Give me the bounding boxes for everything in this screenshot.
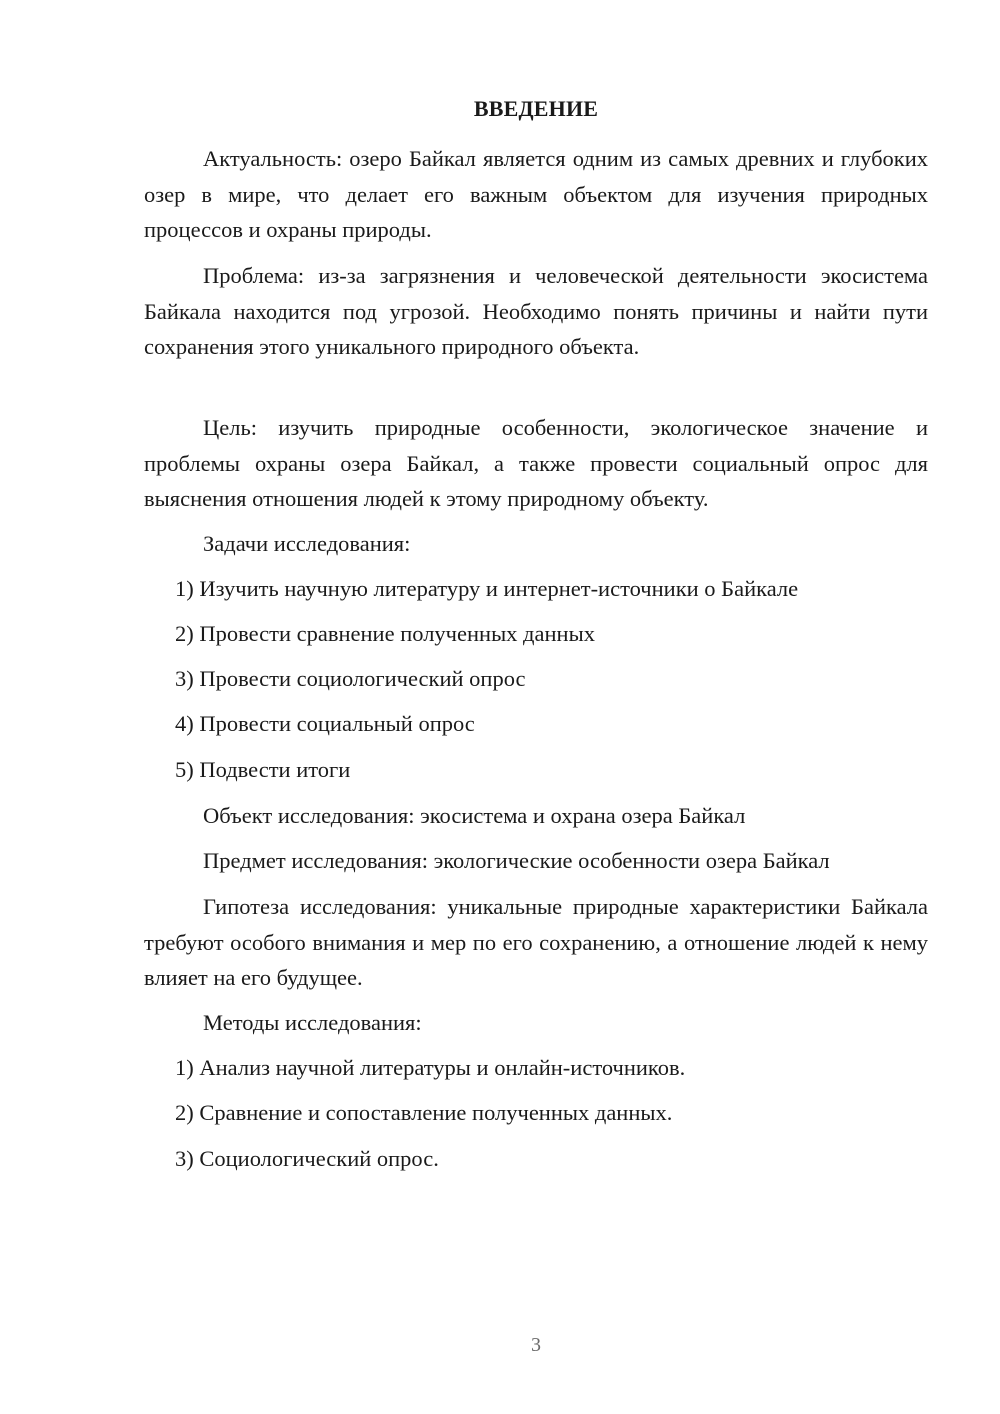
task-item: 3) Провести социологический опрос	[175, 666, 526, 691]
goal-paragraph: Цель: изучить природные особенности, экологическое значение и проблемы охраны озера Байкал, а также провести социальный опрос для выяснения отношения людей к этому природному объекту.	[144, 415, 928, 512]
research-subject: Предмет исследования: экологические особенности озера Байкал	[203, 848, 830, 873]
page-number: 3	[531, 1334, 541, 1356]
method-item: 1) Анализ научной литературы и онлайн-источников.	[175, 1055, 686, 1080]
relevance-paragraph: Актуальность: озеро Байкал является одним из самых древних и глубоких озер в мире, что делает его важным объектом для изучения природных процессов и охраны природы.	[144, 146, 928, 243]
hypothesis-paragraph: Гипотеза исследования: уникальные природные характеристики Байкала требуют особого внимания и мер по его сохранению, а отношение людей к нему влияет на его будущее.	[144, 894, 928, 991]
methods-title: Методы исследования:	[203, 1010, 422, 1035]
method-item: 2) Сравнение и сопоставление полученных данных.	[175, 1100, 673, 1125]
problem-paragraph: Проблема: из-за загрязнения и человеческой деятельности экосистема Байкала находится под угрозой. Необходимо понять причины и найти пути сохранения этого уникального природного объекта.	[144, 263, 928, 360]
section-heading: ВВЕДЕНИЕ	[473, 96, 599, 121]
research-object: Объект исследования: экосистема и охрана озера Байкал	[203, 803, 746, 828]
tasks-title: Задачи исследования:	[203, 531, 411, 556]
task-item: 2) Провести сравнение полученных данных	[175, 621, 595, 646]
task-item: 1) Изучить научную литературу и интернет-источники о Байкале	[175, 576, 799, 601]
task-item: 5) Подвести итоги	[175, 757, 351, 782]
method-item: 3) Социологический опрос.	[175, 1146, 439, 1171]
task-item: 4) Провести социальный опрос	[175, 711, 475, 736]
